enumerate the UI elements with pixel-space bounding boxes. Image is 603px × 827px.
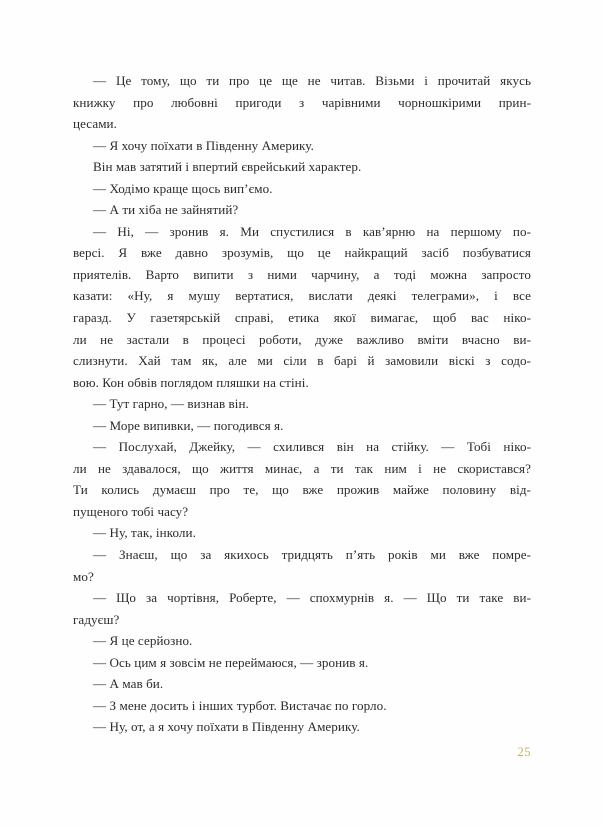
paragraph	[73, 156, 531, 178]
text-line: версі. Я вже давно зрозумів, що це найкращий засіб позбуватися	[73, 245, 531, 261]
paragraph	[73, 199, 531, 221]
paragraph	[73, 544, 531, 587]
text-line: Він мав затятий і впертий єврейський характер.	[93, 159, 362, 175]
text-line: мо?	[73, 568, 94, 584]
text-line: пущеного тобі часу?	[73, 503, 189, 519]
paragraph	[73, 415, 531, 437]
text-line: — Знаєш, що за якихось тридцять п’ять років ми вже помре-	[93, 547, 531, 563]
text-line: приятелів. Варто випити з ними чарчину, а тоді можна запросто	[73, 266, 531, 282]
paragraph	[73, 70, 531, 135]
text-line: гадуєш?	[73, 611, 120, 627]
text-line: — Ну, так, інколи.	[93, 525, 196, 541]
text-line: цесами.	[73, 116, 117, 132]
text-line: гаразд. У газетярській справі, етика якої вимагає, щоб вас ніко-	[73, 310, 531, 326]
page-number: 25	[517, 745, 531, 759]
paragraph	[73, 393, 531, 415]
text-line: — А мав би.	[93, 676, 164, 692]
text-line: — А ти хіба не зайнятий?	[93, 202, 239, 218]
paragraph	[73, 587, 531, 630]
text-line: — Тут гарно, — визнав він.	[93, 396, 249, 412]
text-line: — Це тому, що ти про це ще не читав. Візьми і прочитай якусь	[93, 73, 531, 88]
paragraph	[73, 695, 531, 717]
paragraph	[73, 716, 531, 738]
paragraph	[73, 221, 531, 393]
paragraph	[73, 652, 531, 674]
text-line: казати: «Ну, я мушу вертатися, вислати деякі телеграми», і все	[73, 288, 531, 304]
text-line: — Ходімо краще щось вип’ємо.	[93, 180, 273, 196]
text-line: вою. Кон обвів поглядом пляшки на стіні.	[73, 374, 309, 390]
paragraph	[73, 673, 531, 695]
text-line: книжку про любовні пригоди з чарівними чорношкірими прин-	[73, 94, 531, 110]
text-line: — Що за чортівня, Роберте, — спохмурнів я. — Що ти таке ви-	[93, 590, 531, 606]
text-line: — Ну, от, а я хочу поїхати в Південну Америку.	[93, 719, 360, 735]
text-line: — Я хочу поїхати в Південну Америку.	[93, 137, 314, 153]
page-text-body	[73, 70, 531, 738]
paragraph	[73, 135, 531, 157]
text-line: — Я це серйозно.	[93, 633, 193, 649]
text-line: — З мене досить і інших турбот. Вистачає по горло.	[93, 697, 387, 713]
paragraph	[73, 630, 531, 652]
paragraph	[73, 522, 531, 544]
text-line: слизнути. Хай там як, але ми сіли в барі й замовили віскі з содо-	[73, 353, 531, 369]
text-line: — Море випивки, — погодився я.	[93, 417, 284, 433]
text-line: — Ось цим я зовсім не переймаюся, — зронив я.	[93, 654, 369, 670]
text-line: — Ні, — зронив я. Ми спустилися в кав’ярню на першому по-	[93, 223, 531, 239]
paragraph	[73, 436, 531, 522]
text-line: ли не здавалося, що життя минає, а ти так ним і не скористався?	[73, 460, 531, 476]
paragraph	[73, 178, 531, 200]
text-line: — Послухай, Джейку, — схилився він на стійку. — Тобі ніко-	[93, 439, 531, 455]
text-line: Ти колись думаєш про те, що вже прожив майже половину від-	[73, 482, 531, 498]
text-line: ли не застали в процесі роботи, дуже важливо вміти вчасно ви-	[73, 331, 531, 347]
